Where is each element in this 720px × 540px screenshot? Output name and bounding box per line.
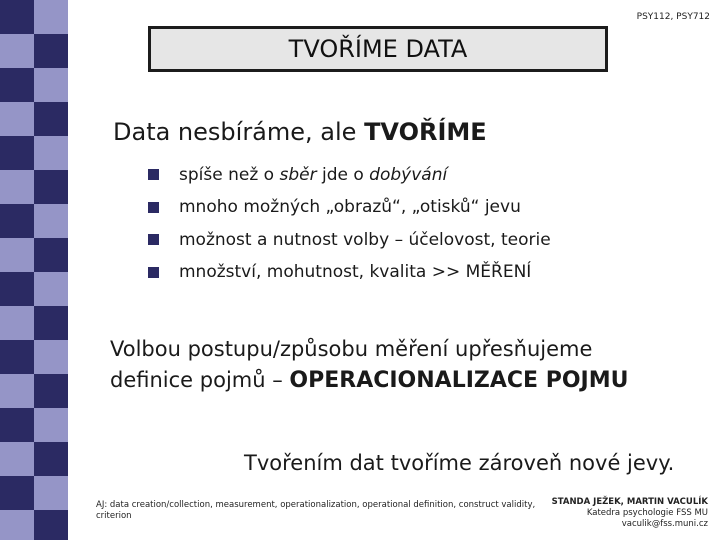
- operationalization-paragraph: [110, 334, 628, 396]
- bullet-text-emphasis: sběr: [279, 164, 317, 185]
- author-block: [552, 497, 708, 530]
- square-bullet-icon: [148, 169, 159, 180]
- heading-prefix: Data nesbíráme, ale: [113, 118, 365, 146]
- strip-tile: [0, 510, 34, 540]
- strip-tile: [34, 170, 68, 204]
- course-code: PSY112, PSY712: [636, 12, 710, 22]
- decorative-tile-strip: [0, 0, 68, 540]
- author-email: vaculik@fss.muni.cz: [621, 519, 708, 529]
- slide-title: TVOŘÍME DATA: [148, 26, 608, 72]
- list-item: [148, 164, 551, 185]
- strip-tile: [0, 306, 34, 340]
- strip-tile: [0, 34, 34, 68]
- strip-tile: [0, 238, 34, 272]
- strip-tile: [0, 136, 34, 170]
- strip-tile: [0, 442, 34, 476]
- paragraph-line-2: [110, 365, 628, 396]
- strip-tile: [34, 340, 68, 374]
- strip-tile: [0, 204, 34, 238]
- square-bullet-icon: [148, 267, 159, 278]
- strip-tile: [34, 442, 68, 476]
- strip-tile: [34, 272, 68, 306]
- strip-tile: [34, 136, 68, 170]
- square-bullet-icon: [148, 202, 159, 213]
- strip-tile: [34, 510, 68, 540]
- strip-tile: [34, 476, 68, 510]
- bullet-text-emphasis: dobývání: [369, 164, 448, 185]
- paragraph-line-2-prefix: definice pojmů –: [110, 368, 290, 392]
- slide-heading: [113, 118, 487, 146]
- author-names: STANDA JEŽEK, MARTIN VACULÍK: [551, 497, 708, 507]
- bullet-text-part: jde o: [316, 164, 370, 185]
- strip-tile: [34, 102, 68, 136]
- list-item: [148, 229, 551, 250]
- list-item: [148, 197, 551, 218]
- list-item: [148, 262, 551, 283]
- strip-tile: [0, 102, 34, 136]
- strip-tile: [0, 408, 34, 442]
- strip-tile: [34, 68, 68, 102]
- bullet-text-part: spíše než o: [179, 164, 280, 185]
- strip-tile: [34, 306, 68, 340]
- strip-tile: [34, 238, 68, 272]
- square-bullet-icon: [148, 234, 159, 245]
- paragraph-line-2-emphasis: OPERACIONALIZACE POJMU: [289, 368, 629, 393]
- strip-tile: [0, 272, 34, 306]
- bullet-list: [148, 164, 551, 294]
- bullet-text: [179, 165, 447, 185]
- strip-tile: [0, 170, 34, 204]
- strip-tile: [34, 34, 68, 68]
- strip-tile: [0, 0, 34, 34]
- strip-tile: [0, 476, 34, 510]
- closing-statement: Tvořením dat tvoříme zároveň nové jevy.: [244, 451, 675, 475]
- strip-tile: [34, 408, 68, 442]
- heading-emphasis: TVOŘÍME: [364, 118, 487, 146]
- paragraph-line-1: Volbou postupu/způsobu měření upřesňujeme: [110, 337, 593, 361]
- bullet-text: mnoho možných „obrazů“, „otisků“ jevu: [179, 197, 521, 217]
- strip-tile: [0, 374, 34, 408]
- bullet-text: možnost a nutnost volby – účelovost, teorie: [179, 229, 551, 250]
- strip-tile: [0, 340, 34, 374]
- english-keywords: AJ: data creation/collection, measurement, operationalization, operational definition, construct validity, criterion: [96, 500, 536, 521]
- strip-tile: [34, 374, 68, 408]
- author-department: Katedra psychologie FSS MU: [586, 508, 708, 518]
- strip-tile: [34, 204, 68, 238]
- strip-tile: [0, 68, 34, 102]
- strip-tile: [34, 0, 68, 34]
- bullet-text: množství, mohutnost, kvalita >> MĚŘENÍ: [179, 262, 532, 282]
